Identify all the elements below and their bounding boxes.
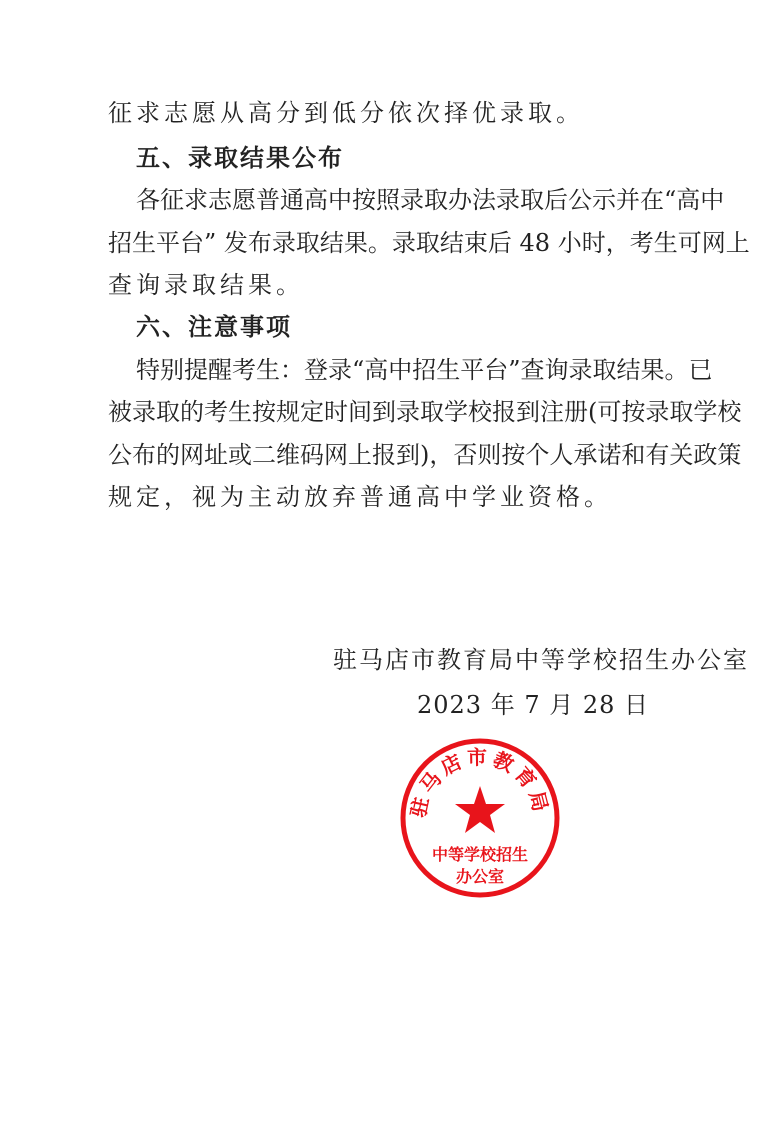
svg-text:办公室: 办公室 bbox=[455, 867, 505, 886]
paragraph-line: 征求志愿从高分到低分依次择优录取。 bbox=[108, 99, 584, 127]
section-heading: 五、录取结果公布 bbox=[136, 144, 344, 172]
paragraph-line: 规定，视为主动放弃普通高中学业资格。 bbox=[108, 483, 612, 511]
svg-text:驻马店市教育局: 驻马店市教育局 bbox=[406, 745, 554, 820]
paragraph-line: 查询录取结果。 bbox=[108, 271, 304, 299]
paragraph-line: 招生平台” 发布录取结果。录取结束后 48 小时，考生可网上 bbox=[108, 229, 750, 257]
section-heading: 六、注意事项 bbox=[136, 313, 292, 341]
paragraph-line: 公布的网址或二维码网上报到)，否则按个人承诺和有关政策 bbox=[108, 441, 742, 469]
signature-org: 驻马店市教育局中等学校招生办公室 bbox=[333, 646, 749, 674]
paragraph-line: 各征求志愿普通高中按照录取办法录取后公示并在“高中 bbox=[136, 186, 725, 214]
official-seal bbox=[398, 736, 562, 900]
signature-date: 2023 年 7 月 28 日 bbox=[417, 691, 650, 719]
svg-text:中等学校招生: 中等学校招生 bbox=[431, 845, 529, 864]
paragraph-line: 被录取的考生按规定时间到录取学校报到注册(可按录取学校 bbox=[108, 398, 742, 426]
paragraph-line: 特别提醒考生：登录“高中招生平台”查询录取结果。已 bbox=[136, 356, 713, 384]
star-icon bbox=[455, 786, 505, 833]
